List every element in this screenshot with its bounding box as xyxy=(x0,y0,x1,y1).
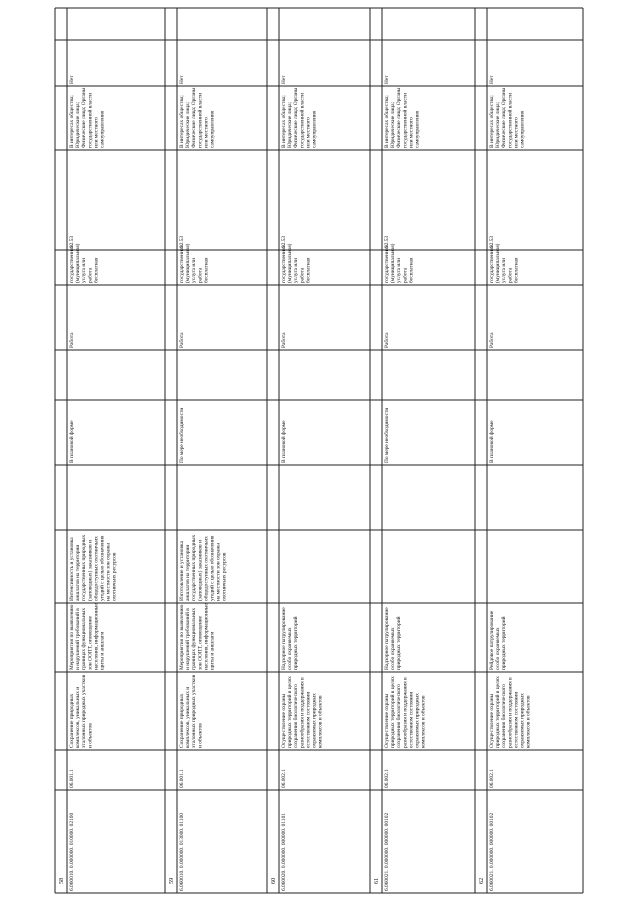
table-cell: В интересах общества;Юридические лица;Физические лица; Органыгосударственной властиили местногосамоуправления xyxy=(489,87,526,148)
table-cell: 6.060010. 0.000000. 010000. 02100 xyxy=(69,812,75,891)
table-cell: 92.53 xyxy=(489,235,495,248)
table-cell: Осуществление охраныприродных территорий в целяхсохранения биологическогоразнообразия и поддержания вестественном состоянииохраняемых природныхкомплексов и объектов xyxy=(281,676,324,748)
table-cell: 6.060020. 0.000000. 000000. 01101 xyxy=(281,813,287,891)
table-cell: Нет xyxy=(281,75,287,84)
row-number: 59 xyxy=(168,877,175,884)
table-cell: Сохранение природныхкомплексов, уникальных иэталонных природных участкови объектов xyxy=(69,674,94,748)
table-cell: 6.060021. 0.000000. 000000. 00102 xyxy=(384,812,390,891)
table-cell: В интересах общества;Юридические лица;Физические лица; Органыгосударственной властиили местногосамоуправления xyxy=(179,87,216,148)
table-cell: Надзорное патрулированиеособо охраняемыхприродных территорий xyxy=(384,607,403,670)
table-cell: 92.53 xyxy=(384,235,390,248)
table-cell: В интересах общества;Юридические лица;Физические лица; Органыгосударственной властиили местногосамоуправления xyxy=(281,87,318,148)
row-number: 61 xyxy=(373,877,380,884)
table-cell: 06.001.1 xyxy=(179,769,185,788)
table-cell: По мере необходимости xyxy=(179,407,185,463)
table-cell: Нет xyxy=(69,75,75,84)
table-cell: 06.002.1 xyxy=(281,769,287,788)
table-cell: Мероприятия по выявлениюи нарушений требований вграницах функциональныхзон ООПТ, оповещениенаселения, информационныещиты и аншлаги xyxy=(179,603,216,670)
table-cell: государственная(муниципальная)услуга илиработабесплатная xyxy=(384,243,415,283)
table-cell: государственная(муниципальная)услуга илиработабесплатная xyxy=(179,243,210,283)
table-cell: 06.001.1 xyxy=(69,769,75,788)
table-cell: Осуществление охраныприродных территорий в целяхсохранения биологическогоразнообразия и поддержания вестественном состоянииохраняемых природныхкомплексов и объектов xyxy=(489,676,532,748)
table-cell: Работа xyxy=(384,332,390,348)
table-cell: В плановой форме xyxy=(69,420,75,463)
table-cell: Работа xyxy=(281,332,287,348)
table-cell: Осуществление охраныприродных территорий в целяхсохранения биологическогоразнообразия и поддержания вестественном состоянииохраняемых природныхкомплексов и объектов xyxy=(384,676,427,748)
table-cell: 06.002.1 xyxy=(489,769,495,788)
table-cell: 6.060010. 0.000000. 013000. 01100 xyxy=(179,813,185,891)
table-cell: 6.060021. 0.000000. 000000. 00102 xyxy=(489,812,495,891)
table-cell: 92.53 xyxy=(281,235,287,248)
table-cell: Нет xyxy=(179,75,185,84)
table-cell: Рейдовое патрулированиеособо охраняемыхприродных территорий xyxy=(489,610,508,670)
table-cell: Сохранение природныхкомплексов, уникальных иэталонных природных участкови объектов xyxy=(179,674,204,748)
table-cell: Интенсивность и установкааншлагов на территориигосударственных природных(заповедных) заказников иобщедоступных охотничьихугодий с целью обозначенияна местности зон охраныохотничьих ресурсов xyxy=(69,534,118,601)
table-cell: Мероприятия по выявлениюи нарушений требований вграницах функциональныхзон ООПТ, оповещениенаселения, информационныещиты и аншлаги xyxy=(69,603,106,670)
table-cell: государственная(муниципальная)услуга илиработабесплатная xyxy=(489,243,520,283)
table-cell: Нет xyxy=(384,75,390,84)
table-cell: В плановой форме xyxy=(281,420,287,463)
table-cell: Работа xyxy=(69,332,75,348)
table-cell: В интересах общества;Юридические лица;Физические лица; Органыгосударственной властиили местногосамоуправления xyxy=(69,87,106,148)
row-number: 60 xyxy=(270,877,277,884)
table-cell: Работа xyxy=(489,332,495,348)
table-cell: 06.002.1 xyxy=(384,769,390,788)
table-cell: 92.53 xyxy=(69,235,75,248)
table-cell: Изготовление и установкааншлагов на территориигосударственных природных(заповедных) заказников иобщедоступных охотничьихугодий с целью обозначенияна местности зон охраныохотничьих ресурсов xyxy=(179,534,228,601)
row-number: 58 xyxy=(58,877,65,884)
table-cell: государственная(муниципальная)услуга илиработабесплатная xyxy=(69,243,100,283)
table-cells xyxy=(58,75,532,891)
table-cell: 92.53 xyxy=(179,235,185,248)
table-cell: Надзорное патрулированиеособо охраняемыхприродных территорий xyxy=(281,607,300,670)
table-cell: Нет xyxy=(489,75,495,84)
table-cell: В интересах общества;Юридические лица;Физические лица; Органыгосударственной властиили местногосамоуправления xyxy=(384,87,421,148)
table-cell: Работа xyxy=(179,332,185,348)
table-cell: В плановой форме xyxy=(489,420,495,463)
row-number: 62 xyxy=(478,877,485,884)
table-cell: По мере необходимости xyxy=(384,407,390,463)
table-cell: государственная(муниципальная)услуга илиработабесплатная xyxy=(281,243,312,283)
